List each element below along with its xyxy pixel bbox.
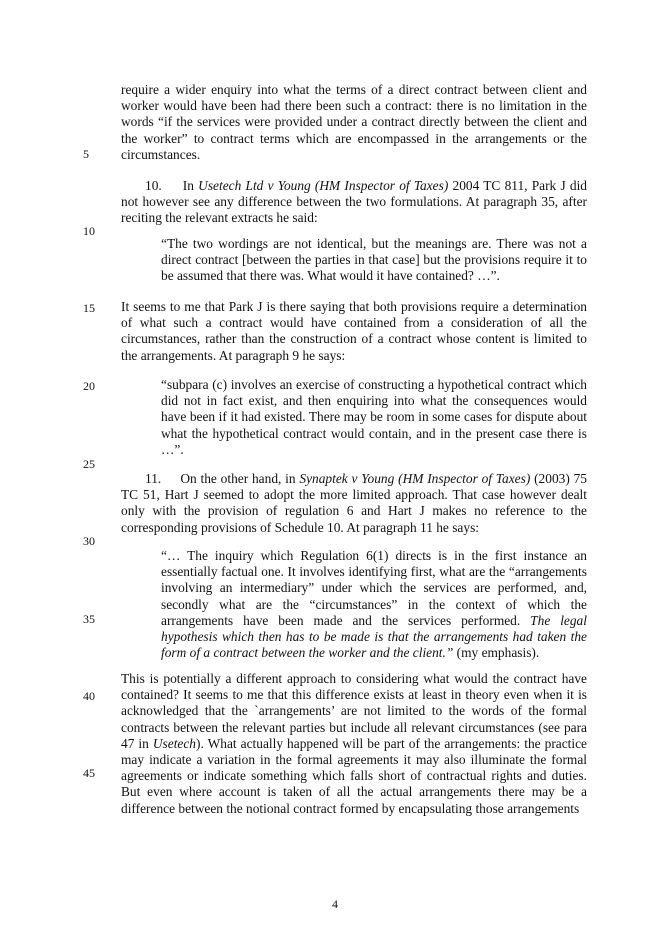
case-name-usetech: Usetech Ltd v Young (HM Inspector of Taxes): [198, 178, 449, 193]
paragraph-analysis: [121, 671, 587, 817]
line-number-30: 30: [83, 534, 95, 548]
paragraph-text: ). What actually happened will be part of the arrangements: the practice may indicate a variation in the formal agreements it may also illuminate the formal agreements or indicate something which falls short of contractual rights and duties. But even where account is taken of all the actual arrangements there may be a difference between the notional contract formed by encapsulating those arrangements: [121, 735, 587, 816]
paragraph-text: In: [182, 178, 199, 193]
line-number-45: 45: [83, 766, 95, 780]
line-number-25: 25: [83, 457, 95, 471]
quote-text: (my emphasis).: [453, 645, 540, 661]
quote-text: “… The inquiry which Regulation 6(1) directs is in the first instance an essentially factual one. It involves identifying first, what are the “arrangements involving an intermediary” under which the services are performed, and, secondly what are the “circumstances” in the context of which the arrangements have been made and the services performed.: [161, 548, 587, 628]
paragraph-number: 10.: [145, 178, 162, 193]
case-name-usetech: Usetech: [152, 735, 197, 751]
paragraph-text: 2004 TC 811, Park J did not however see any difference between the two formulations. At paragraph 35, after reciting the relevant extracts he said:: [121, 178, 587, 226]
paragraph-text: On the other hand, in: [180, 471, 300, 486]
quote-park-j-35: “The two wordings are not identical, but the meanings are. There was not a direct contract [between the parties in that case] but the provisions require it to be assumed that there was. What would it have contained? …”.: [161, 236, 587, 284]
line-number-15: 15: [83, 301, 95, 315]
paragraph-11: [121, 471, 587, 536]
line-number-10: 10: [83, 224, 95, 238]
quote-emphasis: The legal hypothesis which then has to be made is that the arrangements had taken the form of a contract between the worker and the client.”: [161, 612, 587, 661]
paragraph-commentary: It seems to me that Park J is there saying that both provisions require a determination of what such a contract would have contained from a consideration of all the circumstances, rather than the construction of a contract whose content is limited to the arrangements. At paragraph 9 he says:: [121, 299, 587, 363]
quote-park-j-9: “subpara (c) involves an exercise of constructing a hypothetical contract which did not in fact exist, and then enquiring into what the consequences would have been if it had existed. There may be room in some cases for dispute about what the hypothetical contract would contain, and in the present case there is …”.: [161, 377, 587, 457]
paragraph-text: (2003) 75 TC 51, Hart J seemed to adopt the more limited approach. That case however dealt only with the provision of regulation 6 and Hart J makes no reference to the corresponding provisions of Schedule 10. At paragraph 11 he says:: [121, 471, 587, 535]
line-number-40: 40: [83, 689, 95, 703]
paragraph-number: 11.: [145, 471, 162, 486]
paragraph-text: This is potentially a different approach to considering what would the contract have contained? It seems to me that this difference exists at least in theory even when it is acknowledged that the `arrangements’ are not limited to the words of the formal contracts between the relevant parties but include all relevant circumstances (see para 47 in: [121, 671, 587, 751]
paragraph-continuation: require a wider enquiry into what the terms of a direct contract between client and worker would have been had there been such a contract: there is no limitation in the words “if the services were provided under a contract directly between the client and the worker” to contract terms which are encompassed in the arrangements or the circumstances.: [121, 82, 587, 162]
page-number: 4: [332, 897, 338, 911]
line-number-20: 20: [83, 379, 95, 393]
quote-hart-j-11: [161, 548, 587, 661]
case-name-synaptek: Synaptek v Young (HM Inspector of Taxes): [299, 471, 531, 486]
paragraph-10: [121, 178, 587, 227]
line-number-35: 35: [83, 612, 95, 626]
line-number-5: 5: [83, 147, 89, 161]
